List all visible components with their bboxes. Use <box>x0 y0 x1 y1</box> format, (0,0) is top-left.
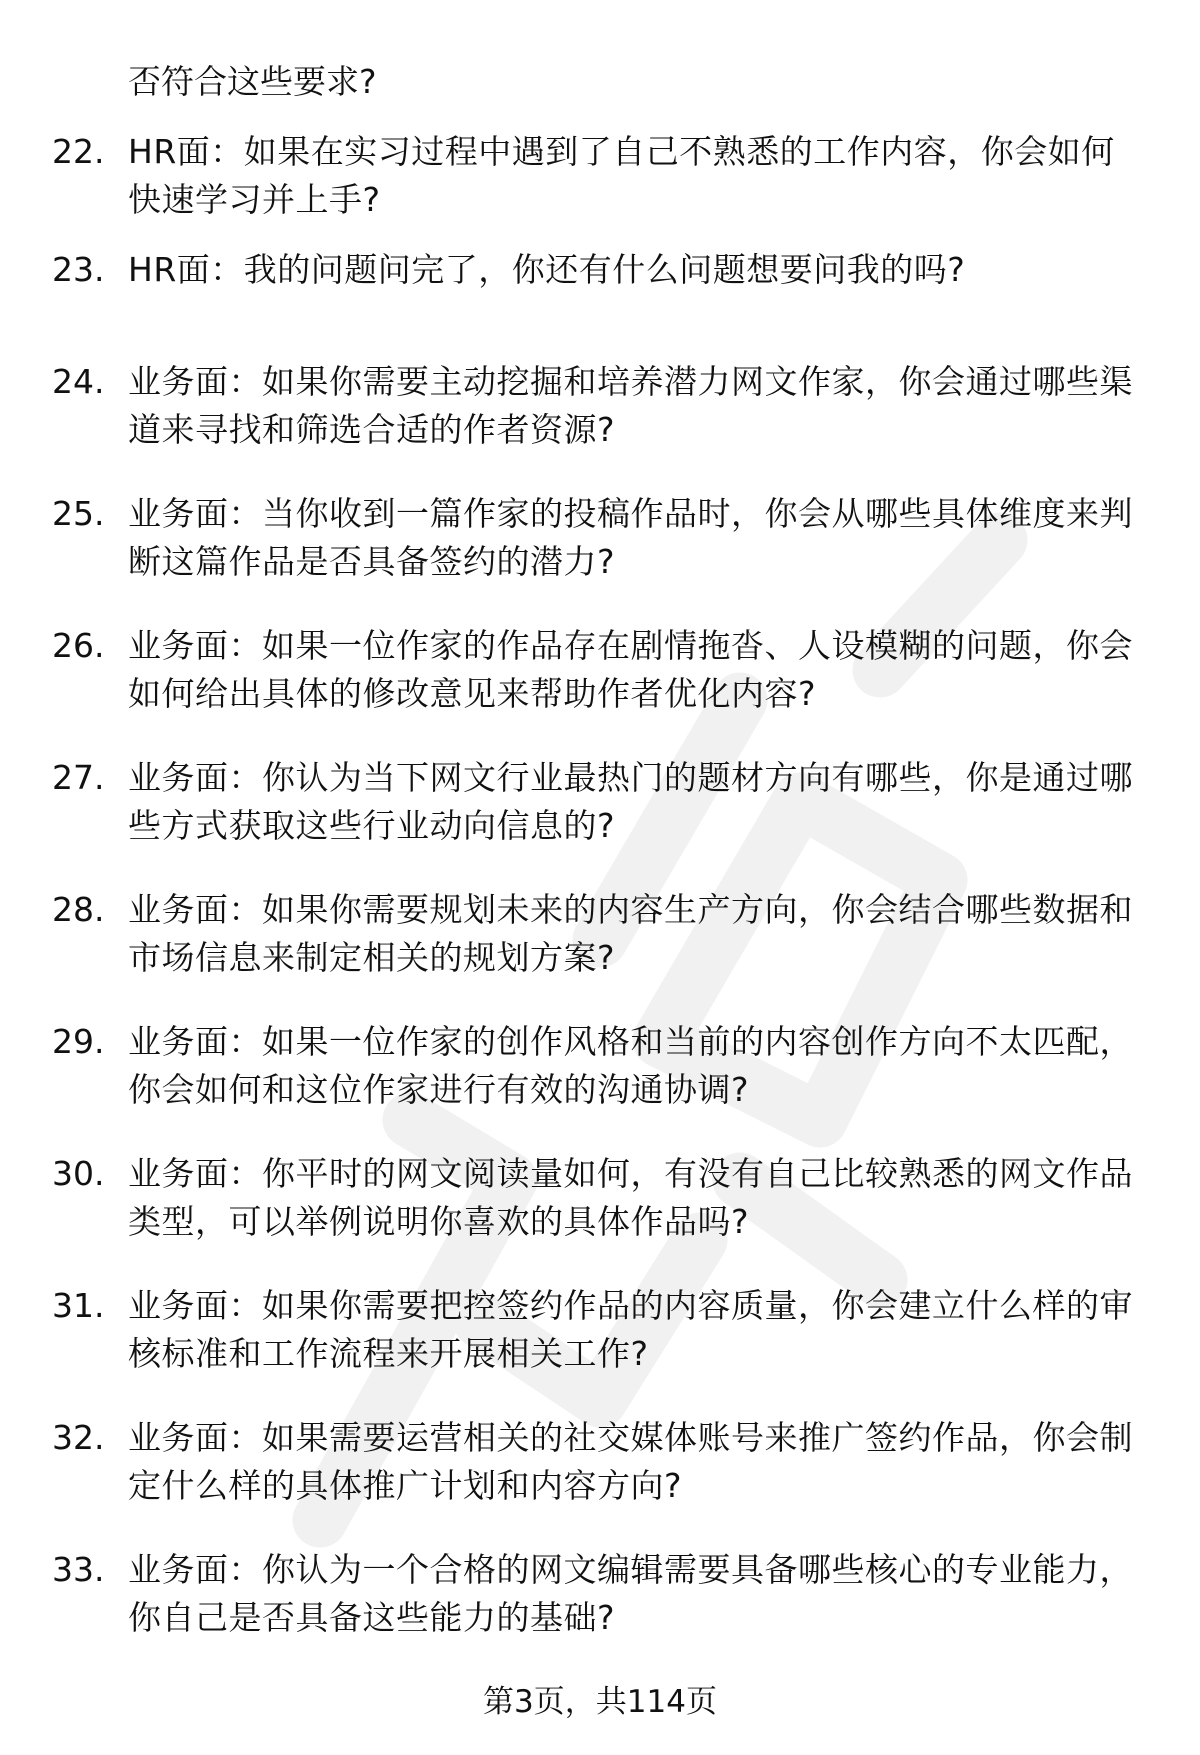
question-number: 25. <box>52 494 105 533</box>
question-text: 业务面：如果一位作家的作品存在剧情拖沓、人设模糊的问题，你会如何给出具体的修改意见来帮助作者优化内容? <box>128 626 1133 713</box>
question-text: 业务面：当你收到一篇作家的投稿作品时，你会从哪些具体维度来判断这篇作品是否具备签约的潜力? <box>128 494 1133 581</box>
question-text: 业务面：如果你需要把控签约作品的内容质量，你会建立什么样的审核标准和工作流程来开展相关工作? <box>128 1286 1133 1373</box>
question-number: 22. <box>52 132 105 171</box>
question-text: 业务面：如果你需要规划未来的内容生产方向，你会结合哪些数据和市场信息来制定相关的规划方案? <box>128 890 1133 977</box>
question-number: 24. <box>52 362 105 401</box>
question-text: 业务面：你认为一个合格的网文编辑需要具备哪些核心的专业能力，你自己是否具备这些能力的基础? <box>128 1550 1133 1637</box>
question-text: 业务面：你平时的网文阅读量如何，有没有自己比较熟悉的网文作品类型，可以举例说明你喜欢的具体作品吗? <box>128 1154 1133 1241</box>
question-text: 业务面：如果一位作家的创作风格和当前的内容创作方向不太匹配，你会如何和这位作家进行有效的沟通协调? <box>128 1022 1133 1109</box>
question-number: 30. <box>52 1154 105 1193</box>
question-number: 33. <box>52 1550 105 1589</box>
question-number: 28. <box>52 890 105 929</box>
page-footer: 第3页，共114页 <box>483 1684 717 1720</box>
question-text: HR面：我的问题问完了，你还有什么问题想要问我的吗? <box>128 250 966 289</box>
question-number: 26. <box>52 626 105 665</box>
question-text: 业务面：如果你需要主动挖掘和培养潜力网文作家，你会通过哪些渠道来寻找和筛选合适的作者资源? <box>128 362 1133 449</box>
question-text: 业务面：你认为当下网文行业最热门的题材方向有哪些，你是通过哪些方式获取这些行业动向信息的? <box>128 758 1133 845</box>
continuation-text: 否符合这些要求? <box>128 62 377 101</box>
question-number: 27. <box>52 758 105 797</box>
question-number: 29. <box>52 1022 105 1061</box>
question-text: 业务面：如果需要运营相关的社交媒体账号来推广签约作品，你会制定什么样的具体推广计划和内容方向? <box>128 1418 1133 1505</box>
question-number: 32. <box>52 1418 105 1457</box>
question-text: HR面：如果在实习过程中遇到了自己不熟悉的工作内容，你会如何快速学习并上手? <box>128 132 1115 219</box>
question-number: 23. <box>52 250 105 289</box>
question-number: 31. <box>52 1286 105 1325</box>
